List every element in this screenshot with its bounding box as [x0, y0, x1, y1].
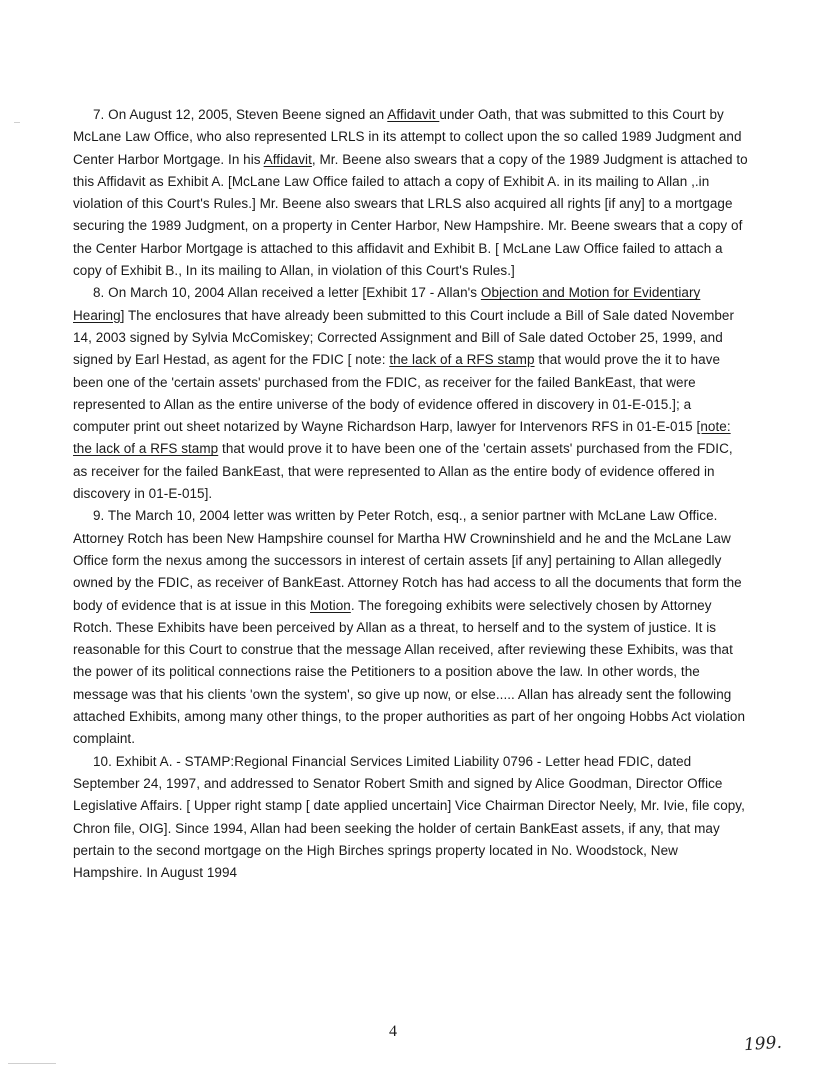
paragraph-10: 10. Exhibit A. - STAMP:Regional Financial Services Limited Liability 0796 - Letter head FDIC, dated September 24, 1997, and addressed to Senator Robert Smith and signed by Alice Goodman, Director Office Legislative Affairs. [ Upper right stamp [ date applied uncertain] Vice Chairman Director Neely, Mr. Ivie, file copy, Chron file, OIG]. Since 1994, Allan had been seeking the holder of certain BankEast assets, if any, that may pertain to the second mortgage on the High Birches springs property located in No. Woodstock, New Hampshire. In August 1994 [73, 753, 745, 881]
scan-speck [14, 122, 20, 123]
document-body [73, 104, 749, 884]
scan-speck [8, 1063, 56, 1064]
page-number: 4 [389, 1023, 397, 1040]
paragraph-8: 8. On March 10, 2004 Allan received a letter [Exhibit 17 - Allan's Objection and Motion for Evidentiary Hearing] The enclosures that have already been submitted to this Court include a Bill of Sale dated November 14, 2003 signed by Sylvia McComiskey; Corrected Assignment and Bill of Sale dated October 25, 1999, and signed by Earl Hestad, as agent for the FDIC [ note: the lack of a RFS stamp that would prove the it to have been one of the 'certain assets' purchased from the FDIC, as receiver for the failed BankEast, that were represented to Allan as the entire universe of the body of evidence offered in discovery in 01-E-015.]; a computer print out sheet notarized by Wayne Richardson Harp, lawyer for Intervenors RFS in 01-E-015 [note: the lack of a RFS stamp that would prove it to have been one of the 'certain assets' purchased from the FDIC, as receiver for the failed BankEast, that were represented to Allan as the entire body of evidence offered in discovery in 01-E-015]. [73, 285, 735, 502]
paragraph-9: 9. The March 10, 2004 letter was written by Peter Rotch, esq., a senior partner with McLane Law Office. Attorney Rotch has been New Hampshire counsel for Martha HW Crowninshield and he and the McLane Law Office form the nexus among the successors in interest of certain assets [if any] pertaining to Allan allegedly owned by the FDIC, as receiver of BankEast. Attorney Rotch has had access to all the documents that form the body of evidence that is at issue in this Motion. The foregoing exhibits were selectively chosen by Attorney Rotch. These Exhibits have been perceived by Allan as a threat, to herself and to the system of justice. It is reasonable for this Court to construe that the message Allan received, after reviewing these Exhibits, was that the power of its political connections raise the Petitioners to a position above the law. In other words, the message was that his clients 'own the system', so give up now, or else..... Allan has already sent the following attached Exhibits, among many other things, to the proper authorities as part of her ongoing Hobbs Act violation complaint. [73, 508, 745, 747]
handwritten-page-mark: 199. [743, 1032, 783, 1056]
paragraph-7: 7. On August 12, 2005, Steven Beene signed an Affidavit under Oath, that was submitted to this Court by McLane Law Office, who also represented LRLS in its attempt to collect upon the so called 1989 Judgment and Center Harbor Mortgage. In his Affidavit, Mr. Beene also swears that a copy of the 1989 Judgment is attached to this Affidavit as Exhibit A. [McLane Law Office failed to attach a copy of Exhibit A. in its mailing to Allan ,.in violation of this Court's Rules.] Mr. Beene also swears that LRLS also acquired all rights [if any] to a mortgage securing the 1989 Judgment, on a property in Center Harbor, New Hampshire. Mr. Beene swears that a copy of the Center Harbor Mortgage is attached to this affidavit and Exhibit B. [ McLane Law Office failed to attach a copy of Exhibit B., In its mailing to Allan, in violation of this Court's Rules.] [73, 107, 748, 279]
